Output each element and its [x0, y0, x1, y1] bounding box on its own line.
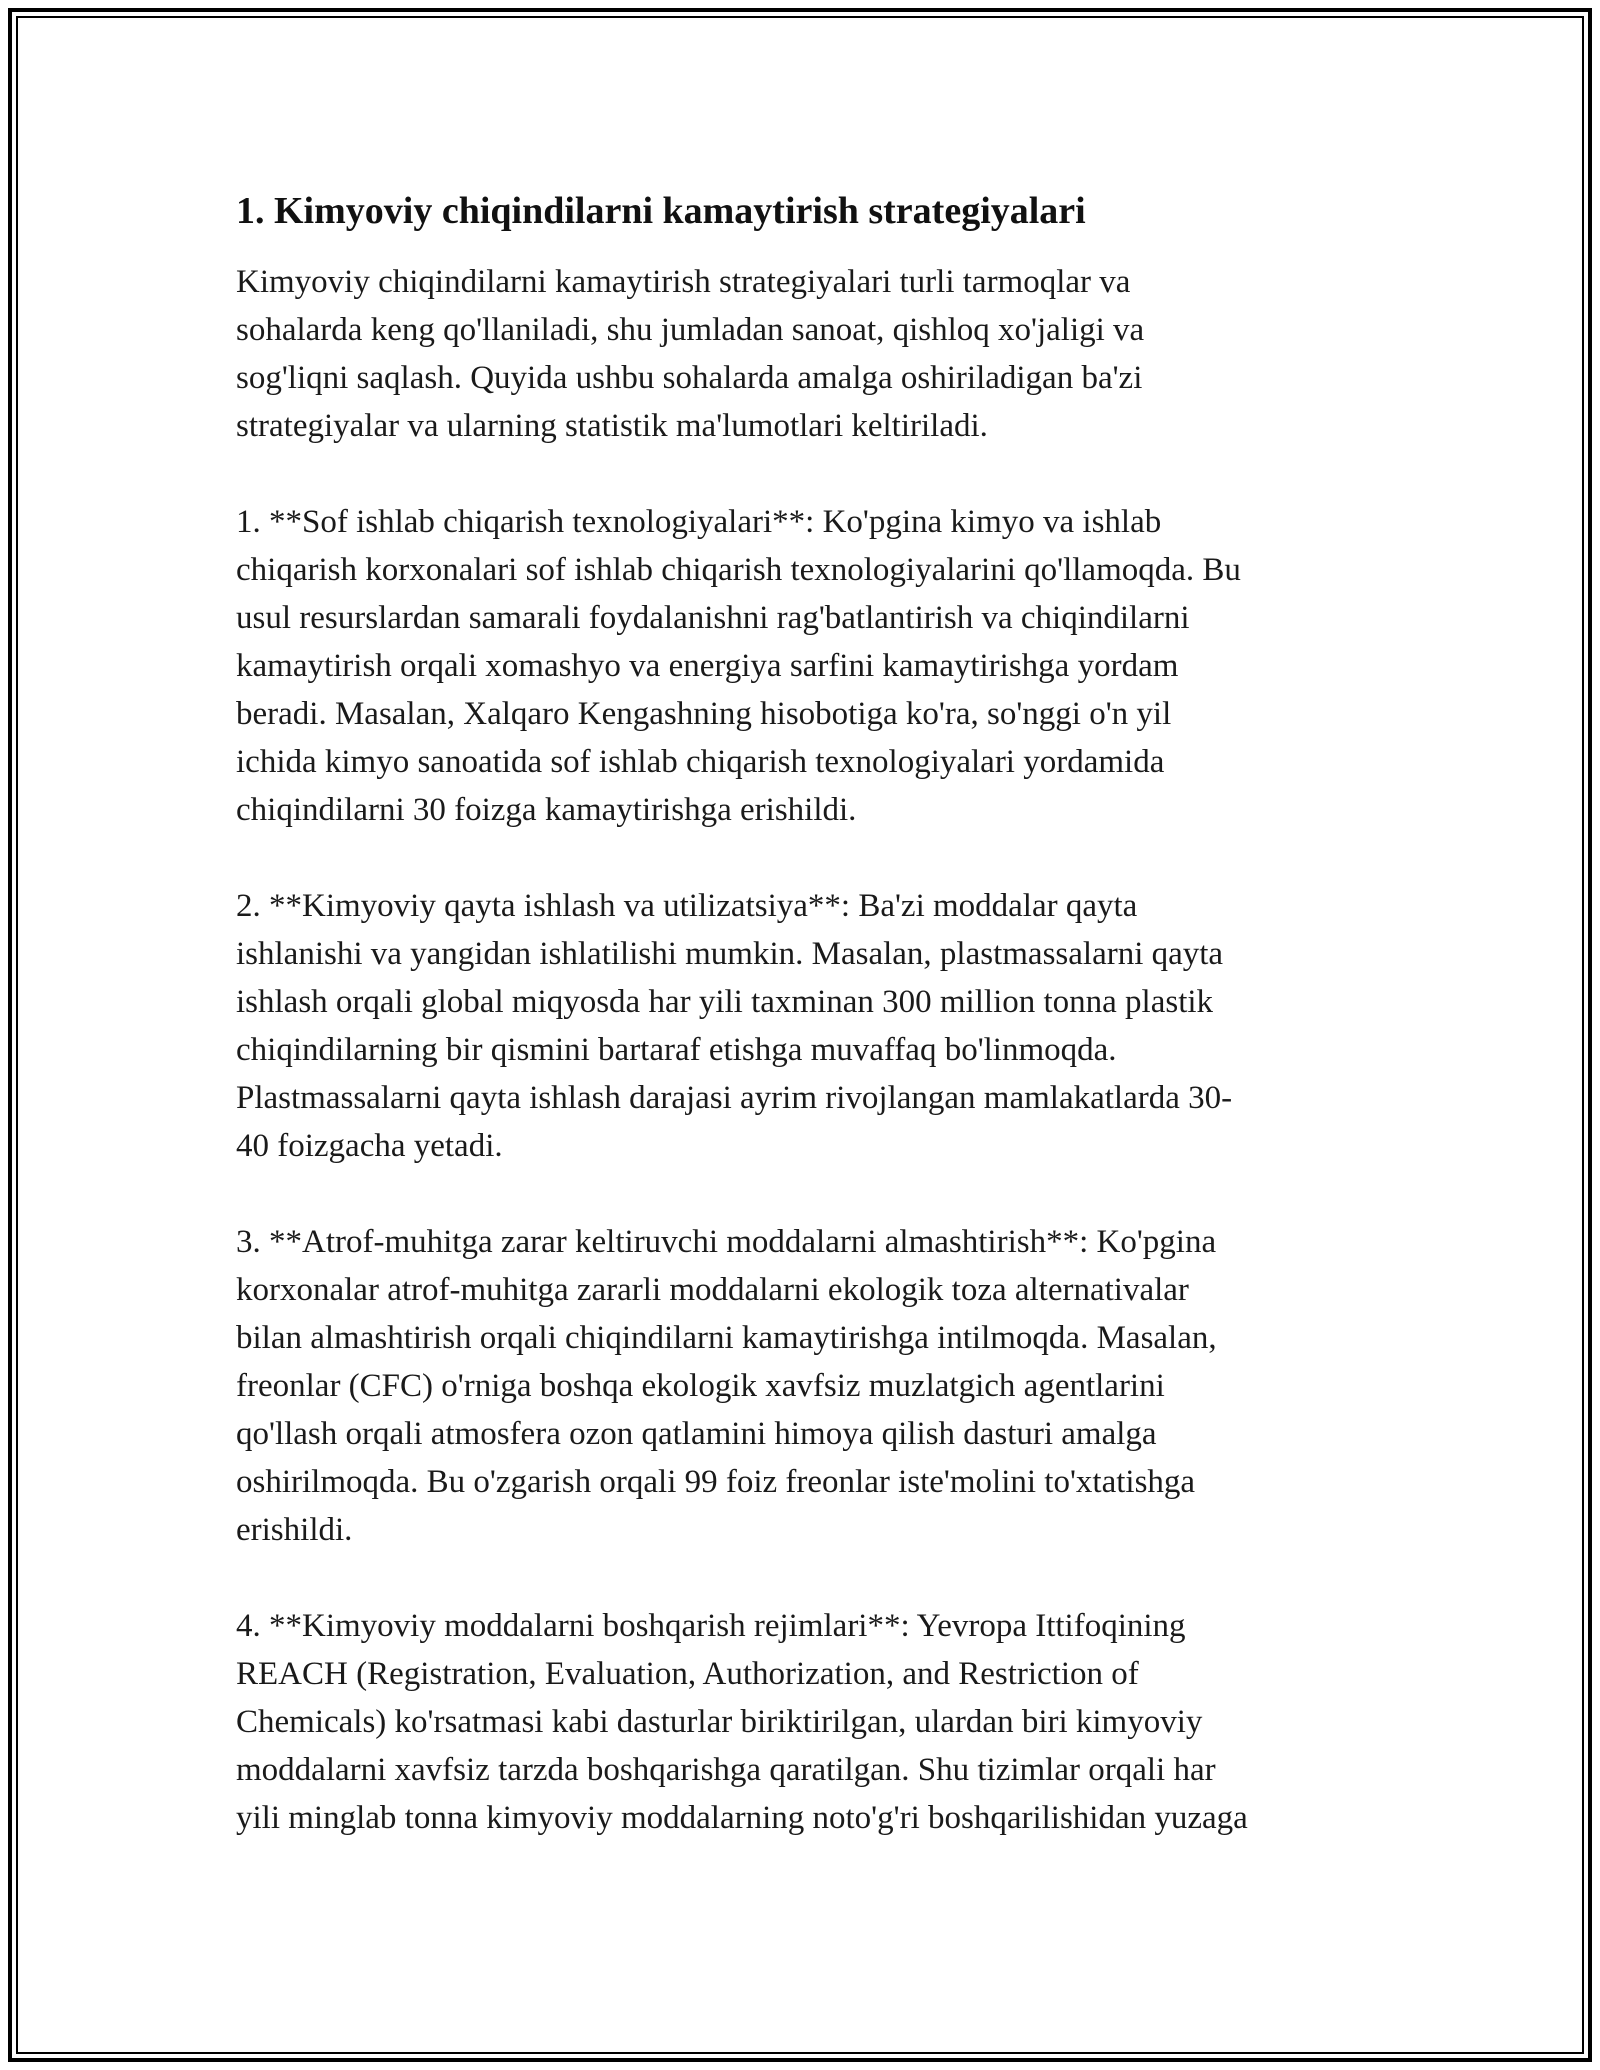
list-item-clean-production	[236, 498, 1366, 834]
list-item-management-regimes	[236, 1602, 1366, 1842]
document-body	[236, 186, 1366, 1890]
paragraph-line: ishlanishi va yangidan ishlatilishi mumkin. Masalan, plastmassalarni qayta	[236, 936, 1224, 972]
paragraph-line: ichida kimyo sanoatida sof ishlab chiqarish texnologiyalari yordamida	[236, 744, 1165, 780]
paragraph-line: korxonalar atrof-muhitga zararli moddalarni ekologik toza alternativalar	[236, 1272, 1189, 1308]
paragraph-line: oshirilmoqda. Bu o'zgarish orqali 99 foiz freonlar iste'molini to'xtatishga	[236, 1464, 1196, 1500]
paragraph-line: 4. **Kimyoviy moddalarni boshqarish rejimlari**: Yevropa Ittifoqining	[236, 1608, 1186, 1644]
paragraph-line: Kimyoviy chiqindilarni kamaytirish strategiyalari turli tarmoqlar va	[236, 264, 1131, 300]
paragraph-line: sohalarda keng qo'llaniladi, shu jumladan sanoat, qishloq xo'jaligi va	[236, 312, 1145, 348]
paragraph-line: usul resurslardan samarali foydalanishni rag'batlantirish va chiqindilarni	[236, 600, 1190, 636]
list-item-recycling	[236, 882, 1366, 1170]
paragraph-line: 1. **Sof ishlab chiqarish texnologiyalari**: Ko'pgina kimyo va ishlab	[236, 504, 1162, 540]
paragraph-line: sog'liqni saqlash. Quyida ushbu sohalarda amalga oshiriladigan ba'zi	[236, 360, 1143, 396]
paragraph-line: ishlash orqali global miqyosda har yili taxminan 300 million tonna plastik	[236, 984, 1214, 1020]
paragraph-line: bilan almashtirish orqali chiqindilarni kamaytirishga intilmoqda. Masalan,	[236, 1320, 1217, 1356]
paragraph-line: yili minglab tonna kimyoviy moddalarning noto'g'ri boshqarilishidan yuzaga	[236, 1800, 1248, 1836]
paragraph-line: strategiyalar va ularning statistik ma'lumotlari keltiriladi.	[236, 408, 988, 444]
paragraph-line: chiqindilarni 30 foizga kamaytirishga erishildi.	[236, 792, 857, 828]
paragraph-line: 3. **Atrof-muhitga zarar keltiruvchi moddalarni almashtirish**: Ko'pgina	[236, 1224, 1217, 1260]
paragraph-line: chiqindilarning bir qismini bartaraf etishga muvaffaq bo'linmoqda.	[236, 1032, 1117, 1068]
paragraph-line: freonlar (CFC) o'rniga boshqa ekologik xavfsiz muzlatgich agentlarini	[236, 1368, 1165, 1404]
paragraph-line: moddalarni xavfsiz tarzda boshqarishga qaratilgan. Shu tizimlar orqali har	[236, 1752, 1216, 1788]
intro-paragraph	[236, 258, 1366, 450]
paragraph-line: Plastmassalarni qayta ishlash darajasi ayrim rivojlangan mamlakatlarda 30-	[236, 1080, 1233, 1116]
paragraph-line: kamaytirish orqali xomashyo va energiya sarfini kamaytirishga yordam	[236, 648, 1179, 684]
paragraph-line: erishildi.	[236, 1512, 353, 1548]
paragraph-line: beradi. Masalan, Xalqaro Kengashning hisobotiga ko'ra, so'nggi o'n yil	[236, 696, 1172, 732]
list-item-substitution	[236, 1218, 1366, 1554]
document-title: 1. Kimyoviy chiqindilarni kamaytirish strategiyalari	[236, 190, 1086, 232]
paragraph-line: chiqarish korxonalari sof ishlab chiqarish texnologiyalarini qo'llamoqda. Bu	[236, 552, 1241, 588]
paragraph-line: 2. **Kimyoviy qayta ishlash va utilizatsiya**: Ba'zi moddalar qayta	[236, 888, 1138, 924]
paragraph-line: Chemicals) ko'rsatmasi kabi dasturlar biriktirilgan, ulardan biri kimyoviy	[236, 1704, 1203, 1740]
paragraph-line: 40 foizgacha yetadi.	[236, 1128, 503, 1164]
paragraph-line: qo'llash orqali atmosfera ozon qatlamini himoya qilish dasturi amalga	[236, 1416, 1157, 1452]
paragraph-line: REACH (Registration, Evaluation, Authorization, and Restriction of	[236, 1656, 1139, 1692]
